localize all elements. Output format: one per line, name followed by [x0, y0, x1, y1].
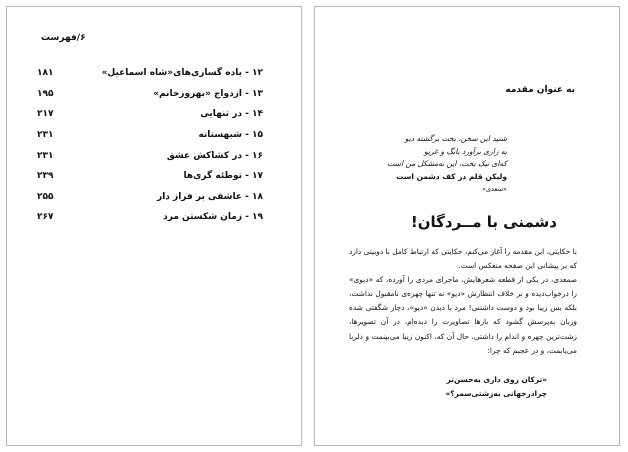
toc-entry — [37, 145, 263, 166]
epigraph-line: شنید این سخن، بخت برگشته دیو — [404, 134, 507, 143]
toc-title: ۱۳ - ازدواج «بهروزخانم» — [153, 88, 263, 99]
toc-title: ۱۴ - در تنهایی — [200, 109, 263, 120]
toc-title: ۱۲ - باده گساری‌های«شاه اسماعیل» — [101, 68, 263, 79]
toc-entry — [37, 207, 263, 228]
toc-title: ۱۶ - در کشاکش عشق — [166, 150, 263, 161]
epigraph-line: به زاری برآورد بانگ و غریو — [424, 146, 507, 156]
toc-entry — [37, 63, 263, 84]
toc-title: ۱۷ - توطئه گری‌ها — [183, 171, 263, 182]
epigraph-line: که‌ای نیک بخت، این نه‌مشکل من است — [387, 159, 507, 168]
toc-page-number: ۲۱۷ — [37, 109, 54, 120]
toc-page-number: ۲۶۷ — [37, 212, 54, 223]
toc-header: ۶/فهرست — [41, 33, 86, 43]
toc-page-number: ۲۳۱ — [37, 150, 54, 161]
toc-entry — [37, 104, 263, 125]
verse-line: «ترکان روی داری به‌حسن‌تر — [446, 375, 547, 384]
toc-page-number: ۲۵۵ — [37, 191, 54, 202]
paragraph: با حکایتی، این مقدمه را آغاز می‌کنم، حکایتی که ارتباط کامل با دوبیتی دارد که بر پیشانی این صفحه منعکس است. — [349, 247, 577, 271]
epigraph — [377, 133, 507, 196]
right-page — [314, 6, 620, 446]
table-of-contents — [37, 63, 263, 228]
toc-entry — [37, 187, 263, 208]
paragraph: صمعدی، در یکی از قطعه شعرهایش، ماجرای مردی را آورده، که «دیوی» را درخواب‌دیده‌ و بر خلاف انتظارش «دیو» نه تنها چهره‌ی نامقبول نداشت، بلکه بس زیبا بود و دوست داشتنی! مرد با دیدن «دیو»، دچار شگفتی شده وزبان به‌پرسش گشود که بارها تصاویرت را دیده‌ام، در آن تصویرها، زشت‌ترین چهره و اندام را داشتی، حال آن که، اکنون زیبا می‌بینمت و دلربا می‌یابمت، و در عجبم که چرا: — [349, 275, 577, 355]
toc-page-number: ۱۹۵ — [37, 88, 54, 99]
verse — [375, 373, 547, 401]
intro-label: به عنوان مقدمه — [505, 85, 575, 95]
toc-page-number: ۲۳۱ — [37, 130, 54, 141]
toc-page-number: ۲۳۹ — [37, 171, 54, 182]
toc-entry — [37, 125, 263, 146]
chapter-title: دشمنی با مــردگان! — [410, 213, 557, 231]
epigraph-bold-line: ولیکن قلم در کف دشمن است — [396, 171, 507, 181]
toc-entry — [37, 84, 263, 105]
toc-title: ۱۵ - شبهستانه — [198, 130, 263, 141]
left-page — [6, 6, 302, 446]
body-text — [349, 245, 577, 358]
toc-entry — [37, 166, 263, 187]
verse-line: چرادرجهانی به‌زشتی‌سمر؟» — [445, 389, 547, 398]
epigraph-source: «سعدی» — [481, 185, 507, 193]
toc-title: ۱۸ - عاشقی بر فراز دار — [157, 191, 263, 202]
toc-page-number: ۱۸۱ — [37, 68, 54, 79]
toc-title: ۱۹ - زمان شکستن مرد — [163, 212, 263, 223]
